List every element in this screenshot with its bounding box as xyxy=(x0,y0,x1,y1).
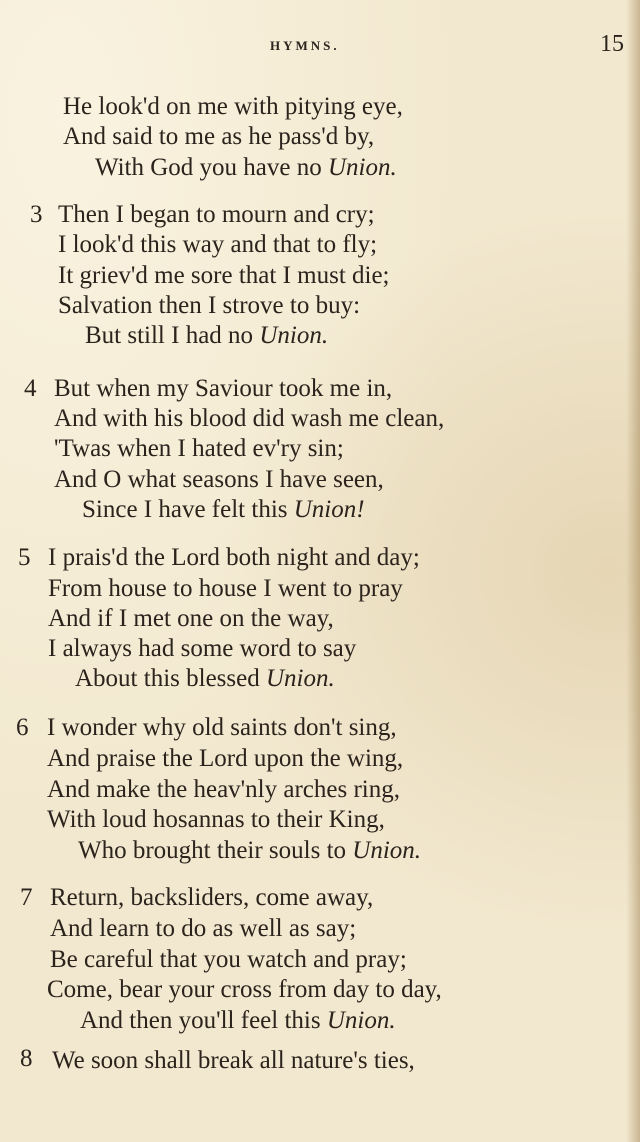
verse6-union: Union. xyxy=(352,837,422,864)
verse6-line-5 xyxy=(78,836,421,866)
verse5-line-2: From house to house I went to pray xyxy=(48,575,403,602)
verse4-line-5-text: Since I have felt this xyxy=(82,496,288,523)
verse6-line-3: And make the heav'nly arches ring, xyxy=(47,776,400,803)
verse8-number: 8 xyxy=(20,1045,33,1072)
running-header: HYMNS. xyxy=(270,38,340,53)
verse4-line-4: And O what seasons I have seen, xyxy=(54,466,384,493)
verse4-line-1: But when my Saviour took me in, xyxy=(54,375,393,402)
verse5-number: 5 xyxy=(18,544,31,571)
verse2-line-1: He look'd on me with pitying eye, xyxy=(63,93,403,120)
verse3-union: Union. xyxy=(259,322,329,349)
verse8-line-1: We soon shall break all nature's ties, xyxy=(52,1047,415,1074)
verse7-line-3: Be careful that you watch and pray; xyxy=(50,946,407,973)
verse7-line-2: And learn to do as well as say; xyxy=(50,915,357,942)
verse3-line-5-text: But still I had no xyxy=(85,322,254,349)
verse2-line-3-text: With God you have no xyxy=(95,154,322,181)
verse5-line-5-text: About this blessed xyxy=(75,665,260,692)
verse2-line-3 xyxy=(95,153,397,183)
verse5-line-5 xyxy=(75,664,335,694)
verse3-line-5 xyxy=(85,321,328,351)
verse3-line-1: Then I began to mourn and cry; xyxy=(58,201,375,228)
verse2-union: Union. xyxy=(327,154,397,181)
verse4-line-3: 'Twas when I hated ev'ry sin; xyxy=(54,435,344,462)
verse3-line-4: Salvation then I strove to buy: xyxy=(58,292,361,319)
verse7-line-5 xyxy=(80,1006,396,1036)
page-edge-shadow xyxy=(626,0,640,1142)
verse7-line-4: Come, bear your cross from day to day, xyxy=(47,976,442,1003)
verse3-line-2: I look'd this way and that to fly; xyxy=(58,231,378,258)
verse5-union: Union. xyxy=(265,665,335,692)
verse4-number: 4 xyxy=(24,375,37,402)
verse3-number: 3 xyxy=(30,201,43,228)
verse6-line-2: And praise the Lord upon the wing, xyxy=(47,745,404,772)
verse2-line-2: And said to me as he pass'd by, xyxy=(63,123,375,150)
verse5-line-4: I always had some word to say xyxy=(48,635,357,662)
verse6-line-5-text: Who brought their souls to xyxy=(78,837,347,864)
verse5-line-3: And if I met one on the way, xyxy=(48,605,334,632)
page-number: 15 xyxy=(600,31,624,57)
verse6-line-1: I wonder why old saints don't sing, xyxy=(47,714,397,741)
verse4-union: Union! xyxy=(293,496,365,523)
verse7-line-5-text: And then you'll feel this xyxy=(80,1007,321,1034)
verse6-line-4: With loud hosannas to their King, xyxy=(47,806,385,833)
verse4-line-5 xyxy=(82,495,365,525)
verse4-line-2: And with his blood did wash me clean, xyxy=(54,405,445,432)
verse6-number: 6 xyxy=(16,714,29,741)
verse7-line-1: Return, backsliders, come away, xyxy=(50,884,374,911)
verse7-number: 7 xyxy=(20,884,33,911)
verse3-line-3: It griev'd me sore that I must die; xyxy=(58,262,390,289)
verse7-union: Union. xyxy=(326,1007,396,1034)
verse5-line-1: I prais'd the Lord both night and day; xyxy=(48,544,420,571)
